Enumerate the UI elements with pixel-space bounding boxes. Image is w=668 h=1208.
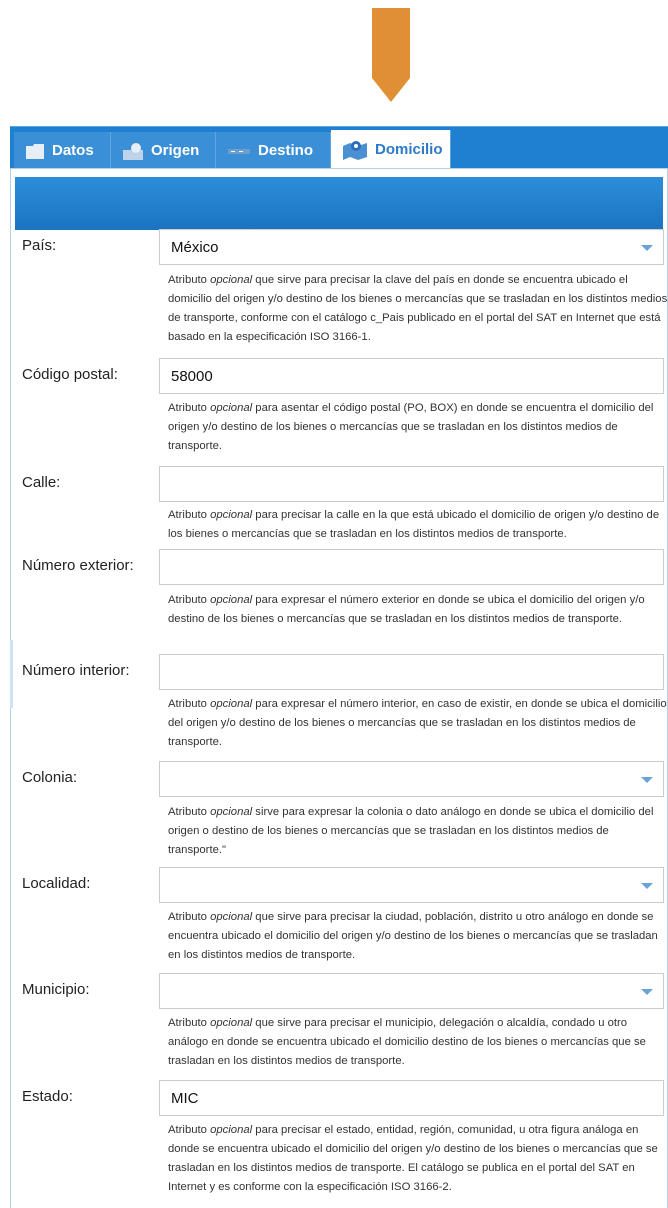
calle-input[interactable] xyxy=(159,466,664,502)
panel-header xyxy=(15,177,663,230)
tab-origen[interactable] xyxy=(111,132,216,169)
pais-value: México xyxy=(171,239,219,256)
tab-datos[interactable] xyxy=(14,132,111,169)
folder-icon xyxy=(26,143,44,159)
tab-label: Datos xyxy=(52,142,94,159)
road-icon xyxy=(228,146,250,156)
tab-label: Destino xyxy=(258,142,314,159)
estado-input[interactable] xyxy=(159,1080,664,1116)
codigo-postal-input[interactable] xyxy=(159,358,664,394)
colonia-label: Colonia: xyxy=(22,769,78,786)
pais-label: País: xyxy=(22,237,57,254)
localidad-label: Localidad: xyxy=(22,875,91,892)
numero-exterior-input[interactable] xyxy=(159,549,664,585)
numero-interior-help: Atributo opcional para expresar el número interior, en caso de existir, en donde se ubica el domicilio del origen y/o destino de los bienes o mercancías que se trasladan en los distintos medios de transporte. xyxy=(168,698,667,748)
colonia-help: Atributo opcional sirve para expresar la colonia o dato análogo en donde se ubica el domicilio del origen o destino de los bienes o mercancías que se trasladan en los distintos medios de transporte." xyxy=(168,806,654,856)
numero-interior-input[interactable] xyxy=(159,654,664,690)
codigo-postal-label: Código postal: xyxy=(22,366,118,383)
tab-domicilio[interactable] xyxy=(331,130,451,169)
codigo-postal-help: Atributo opcional para asentar el código postal (PO, BOX) en donde se encuentra el domicilio del origen y/o destino de los bienes o mercancías que se trasladan en los distintos medios de transporte. xyxy=(168,402,654,452)
estado-value: MIC xyxy=(171,1090,199,1107)
tab-destino[interactable] xyxy=(216,132,331,169)
map-marker-icon xyxy=(123,142,143,160)
estado-label: Estado: xyxy=(22,1088,73,1105)
numero-exterior-help: Atributo opcional para expresar el número exterior en donde se ubica el domicilio del origen y/o destino de los bienes o mercancías que se trasladan en los distintos medios de transporte. xyxy=(168,594,645,625)
chevron-down-icon xyxy=(641,989,653,995)
tab-label: Origen xyxy=(151,142,200,159)
map-icon xyxy=(343,140,367,160)
numero-interior-label: Número interior: xyxy=(22,662,130,679)
chevron-down-icon xyxy=(641,777,653,783)
calle-help: Atributo opcional para precisar la calle en la que está ubicado el domicilio de origen y/o destino de los bienes o mercancías que se trasladan en los distintos medios de transporte. xyxy=(168,509,660,540)
left-accent xyxy=(10,640,13,708)
calle-label: Calle: xyxy=(22,474,61,491)
colonia-select[interactable] xyxy=(159,761,664,797)
municipio-help: Atributo opcional que sirve para precisar el municipio, delegación o alcaldía, condado u otro análogo en donde se encuentra ubicado el domicilio destino de los bienes o mercancías que se trasladan en los distintos medios de transporte. xyxy=(168,1017,646,1067)
pais-help: Atributo opcional que sirve para precisar la clave del país en donde se encuentra ubicado el domicilio del origen y/o destino de los bienes o mercancías que se trasladan en los distintos medios de transporte, conforme con el catálogo c_Pais publicado en el portal del SAT en Internet que está basado en la especificación ISO 3166-1. xyxy=(168,274,668,343)
localidad-help: Atributo opcional que sirve para precisar la ciudad, población, distrito u otro análogo en donde se encuentra ubicado el domicilio del origen y/o destino de los bienes o mercancías que se trasladan en los distintos medios de transporte. xyxy=(168,911,658,961)
pais-select[interactable] xyxy=(159,229,664,265)
tab-label: Domicilio xyxy=(375,141,443,158)
estado-help: Atributo opcional para precisar el estado, entidad, región, comunidad, u otra figura análoga en donde se encuentra ubicado el domicilio del origen y/o destino de los bienes o mercancías que se trasladan en los distintos medios de transporte. El catálogo se publica en el portal del SAT en Internet y es conforme con la especificación ISO 3166-2. xyxy=(168,1124,658,1193)
municipio-select[interactable] xyxy=(159,973,664,1009)
chevron-down-icon xyxy=(641,883,653,889)
numero-exterior-label: Número exterior: xyxy=(22,557,134,574)
down-arrow-icon xyxy=(372,8,410,102)
chevron-down-icon xyxy=(641,245,653,251)
localidad-select[interactable] xyxy=(159,867,664,903)
codigo-postal-value: 58000 xyxy=(171,368,213,385)
municipio-label: Municipio: xyxy=(22,981,90,998)
tab-bar xyxy=(10,126,668,169)
